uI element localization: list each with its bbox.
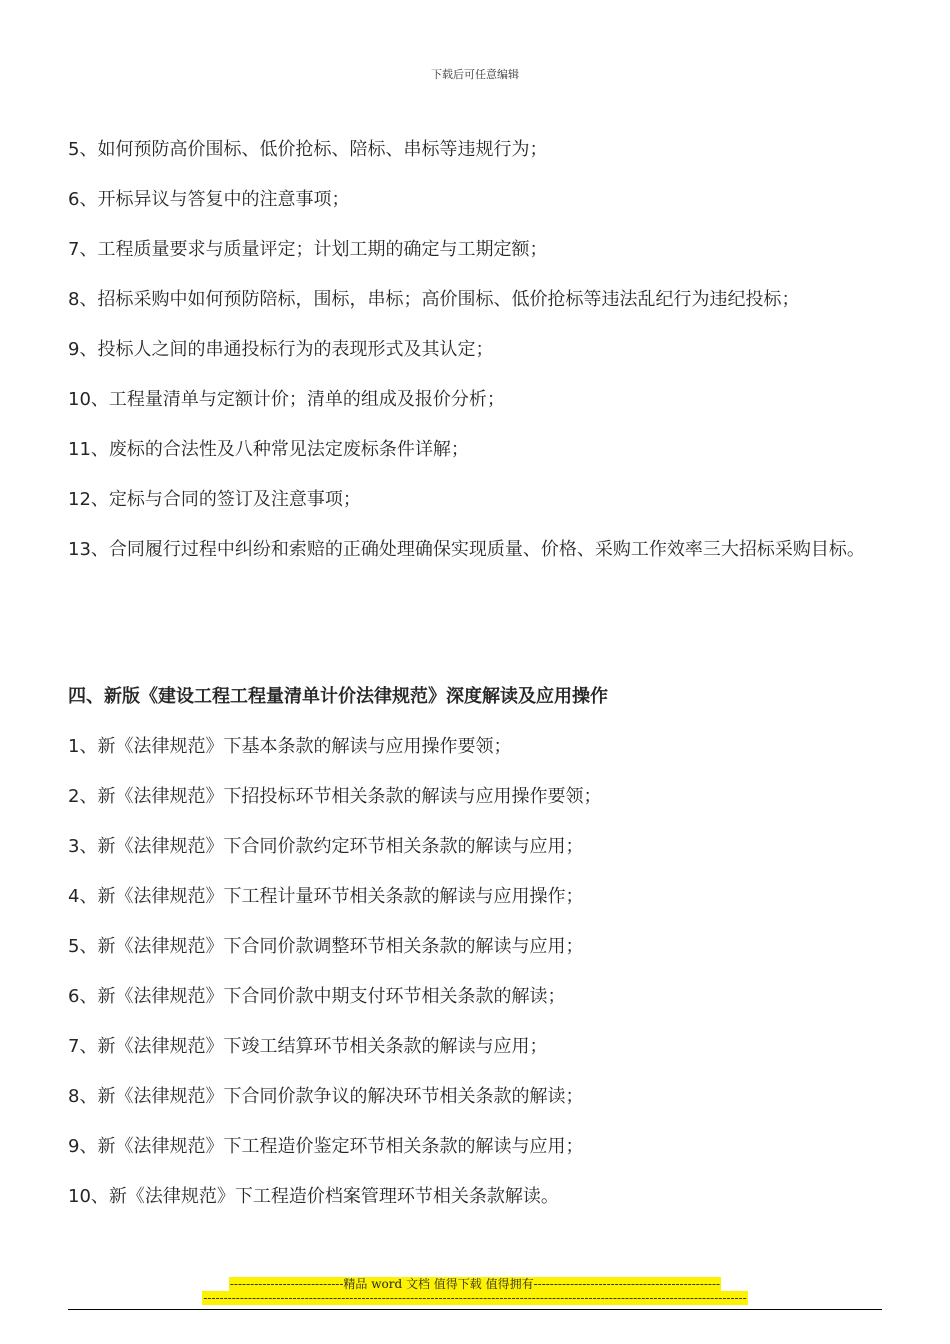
list-item: 6、开标异议与答复中的注意事项； — [68, 189, 350, 210]
item-list-a — [68, 125, 888, 625]
footer-banner-top — [0, 1275, 950, 1292]
footer-banner-dashes: -------------------------------------------------------------------------------------------------------------------------------------- — [203, 1291, 747, 1305]
list-item: 8、招标采购中如何预防陪标，围标，串标；高价围标、低价抢标等违法乱纪行为违纪投标； — [68, 289, 800, 310]
footer-banner-bottom — [0, 1291, 950, 1305]
list-item: 11、废标的合法性及八种常见法定废标条件详解； — [68, 439, 469, 460]
list-item: 10、新《法律规范》下工程造价档案管理环节相关条款解读。 — [68, 1186, 559, 1207]
list-item: 3、新《法律规范》下合同价款约定环节相关条款的解读与应用； — [68, 836, 584, 857]
list-item: 10、工程量清单与定额计价；清单的组成及报价分析； — [68, 389, 505, 410]
list-item: 12、定标与合同的签订及注意事项； — [68, 489, 361, 510]
page-header: 下载后可任意编辑 — [431, 68, 519, 81]
item-list-b — [68, 722, 888, 1222]
list-item: 1、新《法律规范》下基本条款的解读与应用操作要领； — [68, 736, 512, 757]
list-item: 7、新《法律规范》下竣工结算环节相关条款的解读与应用； — [68, 1036, 548, 1057]
section-heading: 四、新版《建设工程工程量清单计价法律规范》深度解读及应用操作 — [68, 686, 608, 707]
list-item: 4、新《法律规范》下工程计量环节相关条款的解读与应用操作； — [68, 886, 584, 907]
list-item: 5、如何预防高价围标、低价抢标、陪标、串标等违规行为； — [68, 139, 548, 160]
list-item: 7、工程质量要求与质量评定；计划工期的确定与工期定额； — [68, 239, 548, 260]
list-item: 8、新《法律规范》下合同价款争议的解决环节相关条款的解读； — [68, 1086, 584, 1107]
footer-banner-text: ----------------------------精品 word 文档 值得下载 值得拥有---------------------------------------------- — [229, 1277, 721, 1291]
list-item: 13、合同履行过程中纠纷和索赔的正确处理确保实现质量、价格、采购工作效率三大招标采购目标。 — [68, 539, 865, 560]
list-item: 5、新《法律规范》下合同价款调整环节相关条款的解读与应用； — [68, 936, 584, 957]
list-item: 9、投标人之间的串通投标行为的表现形式及其认定； — [68, 339, 494, 360]
list-item: 6、新《法律规范》下合同价款中期支付环节相关条款的解读； — [68, 986, 566, 1007]
list-item: 2、新《法律规范》下招投标环节相关条款的解读与应用操作要领； — [68, 786, 602, 807]
list-item: 9、新《法律规范》下工程造价鉴定环节相关条款的解读与应用； — [68, 1136, 584, 1157]
footer-divider — [68, 1309, 882, 1310]
